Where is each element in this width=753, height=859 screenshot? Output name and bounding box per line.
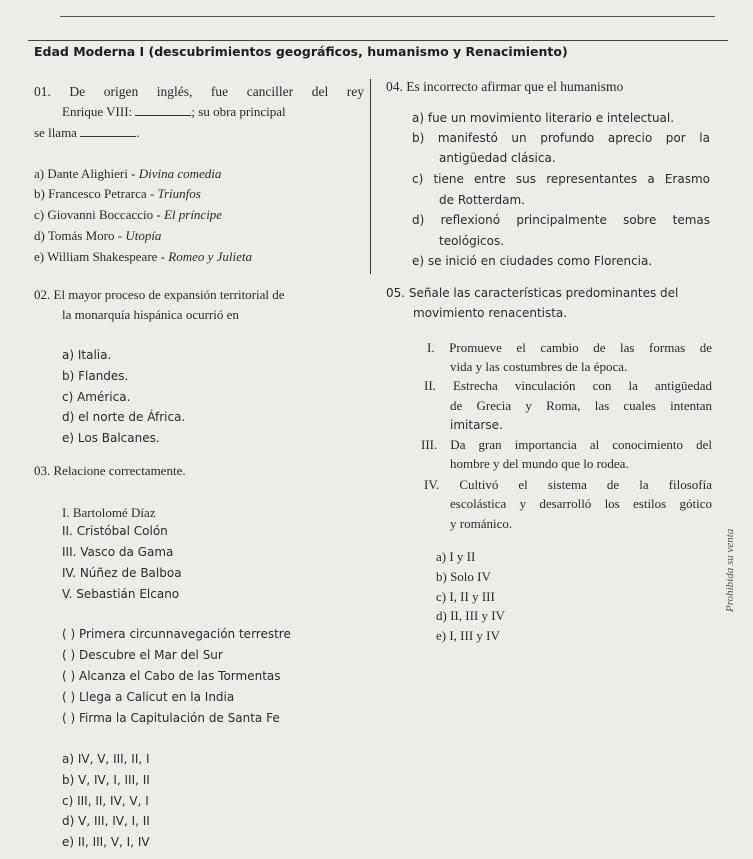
q5-option-c: c) I, II y III [436,589,495,604]
q5-option-d: d) II, III y IV [436,608,505,623]
q3-option-b: b) V, IV, I, III, II [62,773,150,787]
page-title: Edad Moderna I (descubrimientos geográficos, humanismo y Renacimiento) [34,44,568,59]
q2-option-b: b) Flandes. [62,369,129,383]
q2-option-c: c) América. [62,390,131,404]
q2-stem-line1: 02. El mayor proceso de expansión territorial de [34,287,285,302]
q3-event-4: ( ) Llega a Calicut en la India [62,690,235,704]
q3-item-1: I. Bartolomé Díaz [62,505,156,520]
q4-option-b-cont: antigüedad clásica. [439,151,556,165]
q5-statement-1-cont: vida y las costumbres de la época. [450,359,628,374]
column-divider [370,79,371,274]
q3-item-3: III. Vasco da Gama [62,545,174,559]
q5-option-b: b) Solo IV [436,569,491,584]
q3-stem: 03. Relacione correctamente. [34,463,186,478]
q1-option-c: c) Giovanni Boccaccio - El príncipe [34,207,223,222]
header-rule [28,40,728,41]
q5-option-e: e) I, III y IV [436,628,500,643]
q5-statement-1: I. Promueve el cambio de las formas de [427,340,712,355]
q1-stem-line2: Enrique VIII: ; su obra principal [62,104,286,119]
side-note: Prohibida su venta [724,528,736,612]
q3-option-c: c) III, II, IV, V, I [62,794,149,808]
q3-event-1: ( ) Primera circunnavegación terrestre [62,627,291,641]
q5-statement-4-cont2: y románico. [450,516,513,531]
q2-option-e: e) Los Balcanes. [62,431,160,445]
q3-option-e: e) II, III, V, I, IV [62,835,150,849]
q5-statement-2-cont: de Grecia y Roma, las cuales intentan [450,398,712,413]
q2-option-a: a) Italia. [62,348,112,362]
q1-blank-1 [135,105,191,116]
q4-option-d: d) reflexionó principalmente sobre temas [412,213,710,227]
q3-item-5: V. Sebastián Elcano [62,587,180,601]
q1-stem-line1: 01. De origen inglés, fue canciller del rey [34,84,364,99]
q3-event-3: ( ) Alcanza el Cabo de las Tormentas [62,669,281,683]
q4-option-b: b) manifestó un profundo aprecio por la [412,131,710,145]
q2-stem-line2: la monarquía hispánica ocurrió en [62,307,239,322]
q5-stem-line1: 05. Señale las características predominantes del [386,286,679,300]
q4-option-d-cont: teológicos. [439,234,505,248]
q5-stem-line2: movimiento renacentista. [413,306,568,320]
q3-event-2: ( ) Descubre el Mar del Sur [62,648,223,662]
q1-option-e: e) William Shakespeare - Romeo y Julieta [34,249,253,264]
q5-statement-4-cont: escolástica y desarrolló los estilos gótico [450,496,712,511]
q4-option-c-cont: de Rotterdam. [439,193,525,207]
q4-option-c: c) tiene entre sus representantes a Erasmo [412,172,710,186]
q1-stem-line3: se llama . [34,125,140,140]
q4-option-e: e) se inició en ciudades como Florencia. [412,254,653,268]
q5-statement-3-cont: hombre y del mundo que lo rodea. [450,456,629,471]
q1-option-d: d) Tomás Moro - Utopía [34,228,162,243]
q4-option-a: a) fue un movimiento literario e intelectual. [412,111,675,125]
q5-statement-2-cont2: imitarse. [450,418,503,432]
q3-event-5: ( ) Firma la Capitulación de Santa Fe [62,711,280,725]
q3-option-a: a) IV, V, III, II, I [62,752,150,766]
q3-option-d: d) V, III, IV, I, II [62,814,150,828]
q1-option-b: b) Francesco Petrarca - Triunfos [34,186,201,201]
q5-option-a: a) I y II [436,549,476,564]
q1-option-a: a) Dante Alighieri - Divina comedia [34,166,222,181]
q5-statement-2: II. Estrecha vinculación con la antigüedad [424,378,712,393]
q2-option-d: d) el norte de África. [62,410,186,424]
q5-statement-3: III. Da gran importancia al conocimiento del [421,437,712,452]
q1-blank-2 [80,126,136,137]
top-rule [60,16,715,17]
q3-item-4: IV. Núñez de Balboa [62,566,182,580]
q4-stem: 04. Es incorrecto afirmar que el humanismo [386,79,624,94]
q5-statement-4: IV. Cultivó el sistema de la filosofía [424,477,712,492]
q3-item-2: II. Cristóbal Colón [62,524,168,538]
